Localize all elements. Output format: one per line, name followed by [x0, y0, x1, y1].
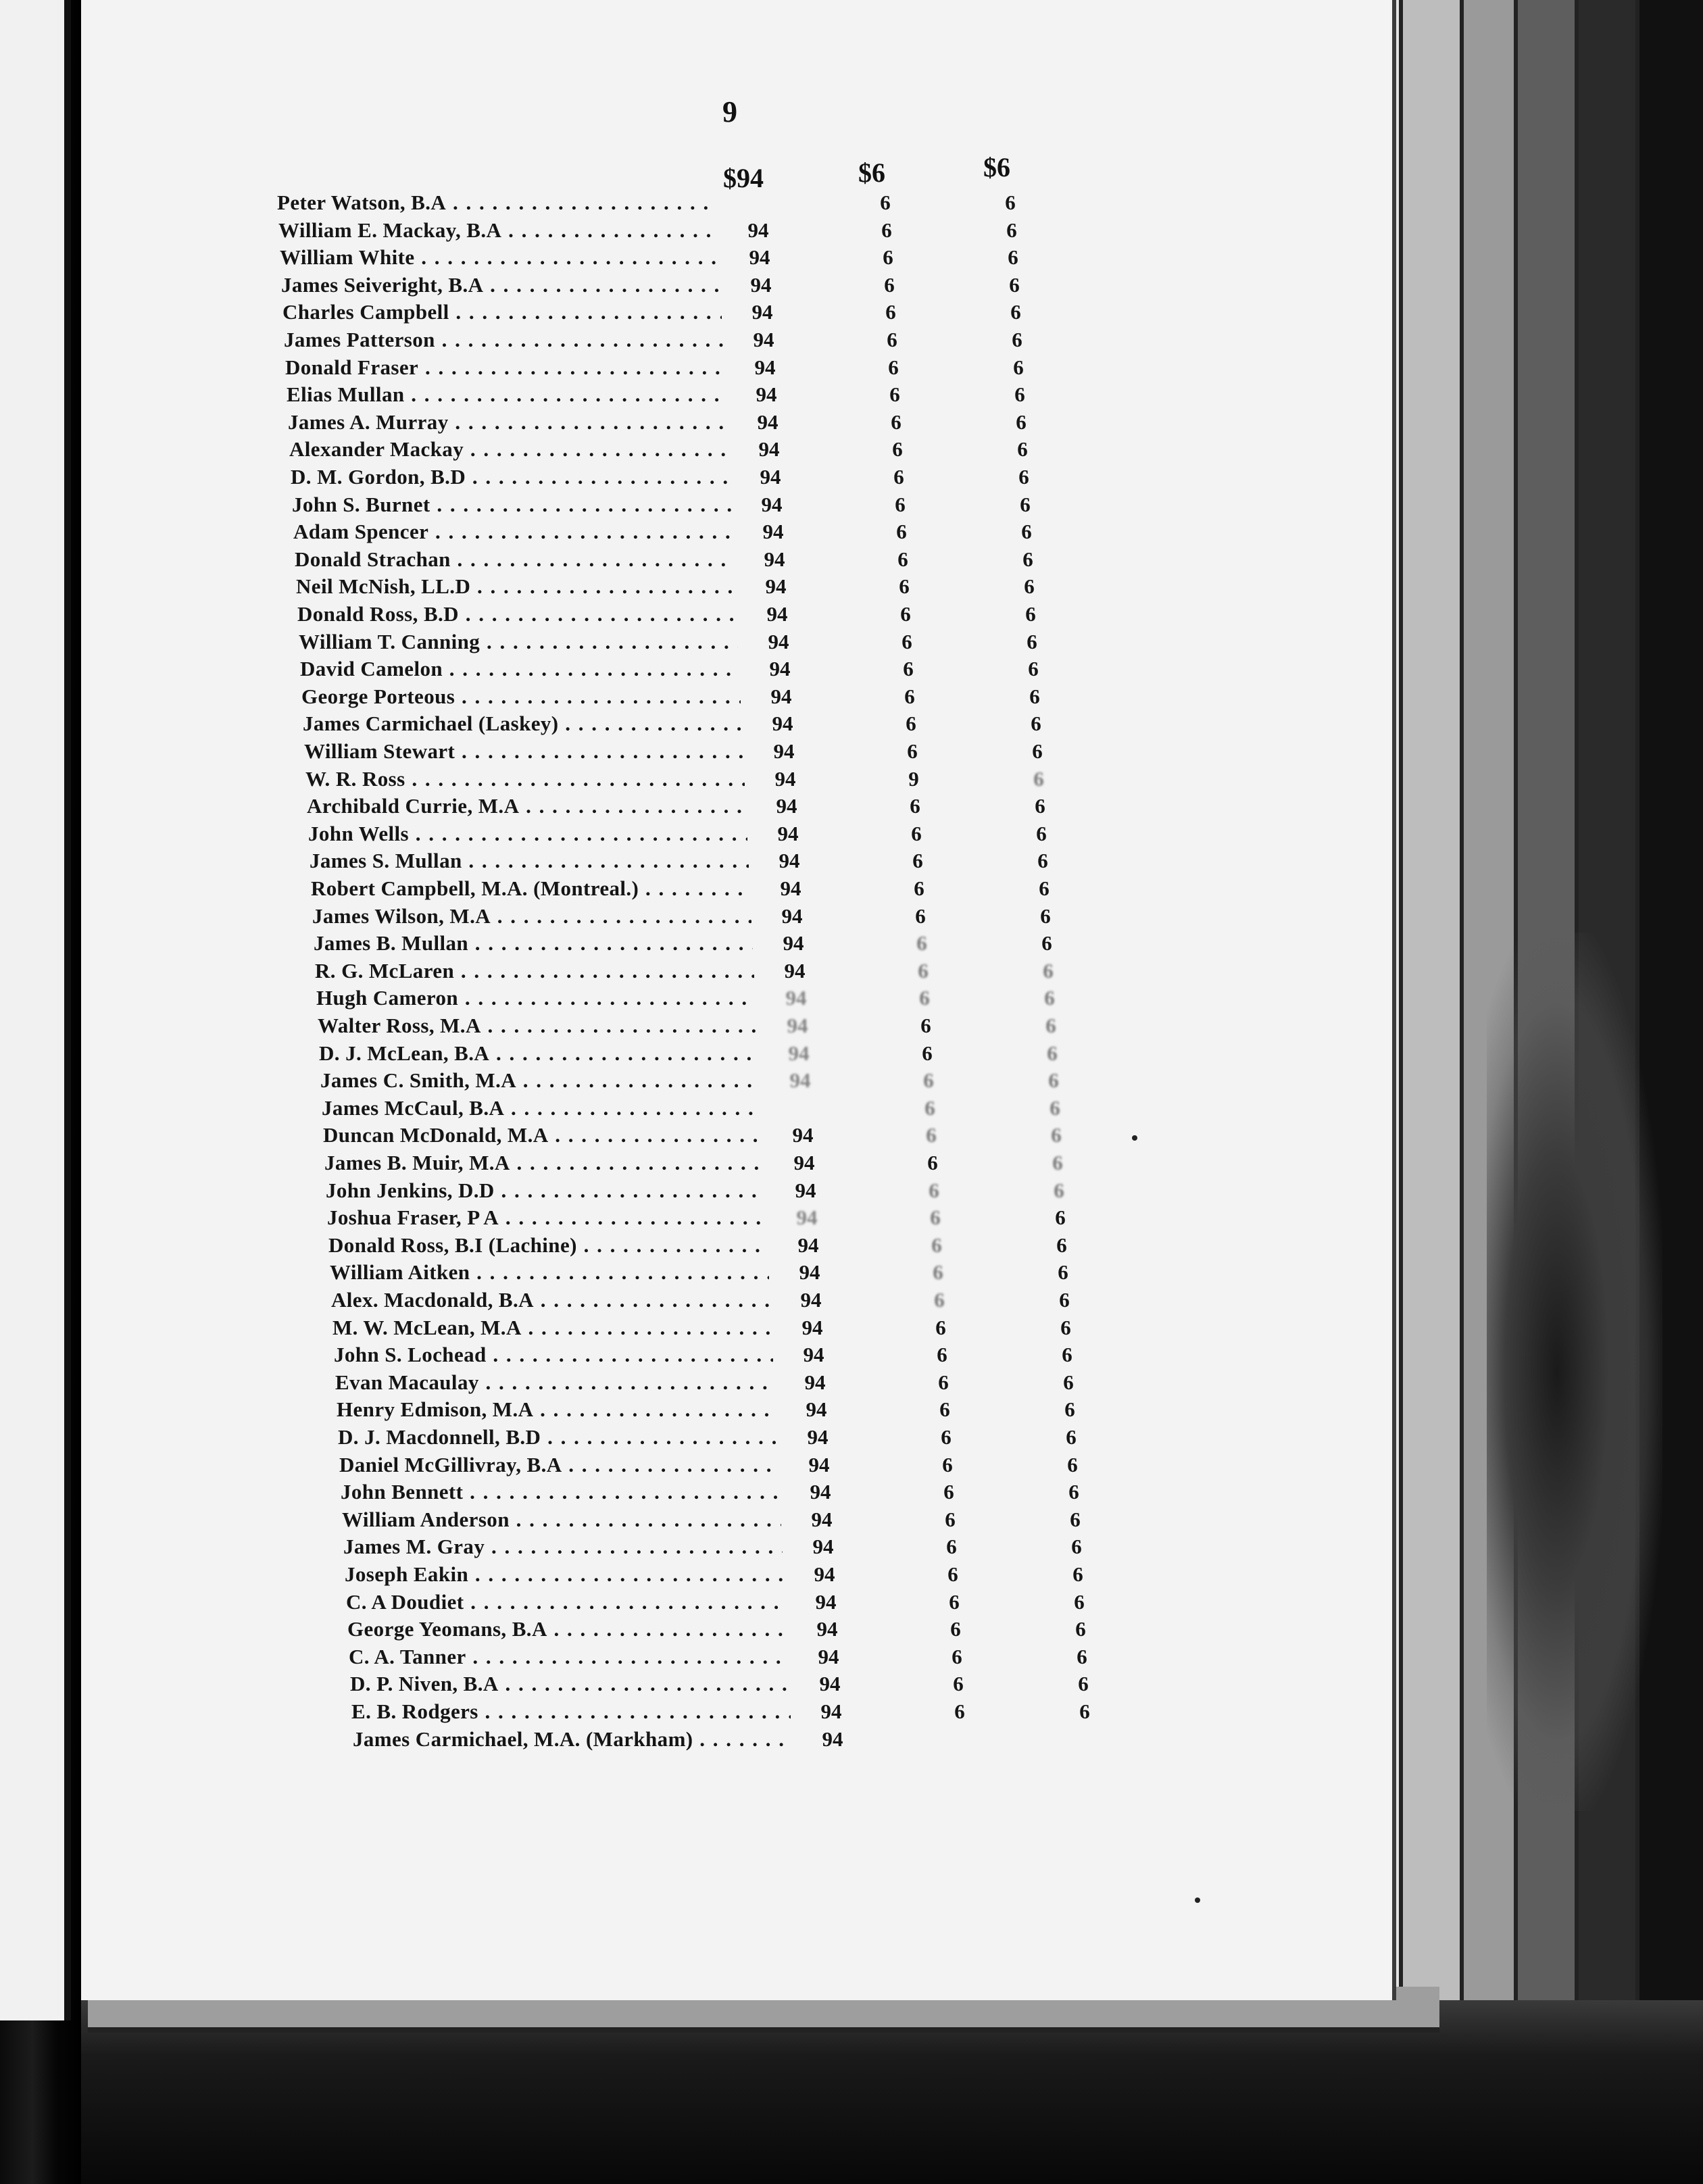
- previous-page-edge: [0, 0, 71, 2020]
- entry-amount-v1: 94: [795, 1178, 816, 1202]
- entry-name: E. B. Rodgers . . .: [351, 1698, 791, 1725]
- entry-name: Alexander Mackay . . .: [289, 436, 729, 463]
- entry-name: Donald Ross, B.D . . .: [297, 601, 737, 628]
- entry-amount-v3: 6: [1051, 1123, 1062, 1147]
- entry-name: Henry Edmison, M.A . . .: [337, 1396, 776, 1423]
- list-item: [345, 1561, 1122, 1588]
- entry-amount-v3: 6: [1052, 1151, 1063, 1174]
- list-item: [328, 1232, 1106, 1259]
- entry-amount-v1: 94: [751, 300, 773, 324]
- printed-page: [81, 0, 1396, 2000]
- entry-name: Daniel McGillivray, B.A . . .: [339, 1451, 779, 1479]
- list-item: [330, 1259, 1107, 1286]
- entry-name: James McCaul, B.A . . .: [322, 1095, 761, 1122]
- entry-amount-v1: 94: [803, 1343, 824, 1367]
- entry-amount-v2: 6: [892, 437, 903, 462]
- entry-name: D. M. Gordon, B.D . . .: [291, 464, 730, 491]
- entry-amount-v3: 6: [1072, 1562, 1083, 1586]
- entry-name: James Patterson . . .: [284, 326, 723, 353]
- entry-amount-v1: 94: [807, 1425, 829, 1449]
- list-item: [310, 847, 1087, 874]
- list-item: [332, 1314, 1110, 1341]
- entry-amount-v2: 6: [919, 986, 930, 1010]
- entry-amount-v1: 94: [808, 1452, 830, 1476]
- entry-amount-v2: 6: [935, 1315, 946, 1339]
- entry-name: William Aitken . . .: [330, 1259, 769, 1286]
- entry-amount-v2: 6: [954, 1699, 965, 1723]
- entry-amount-v2: 6: [891, 410, 902, 434]
- entry-amount-v1: 94: [758, 437, 780, 462]
- entry-name: James B. Mullan . . .: [314, 930, 753, 957]
- entry-amount-v1: 94: [799, 1260, 820, 1285]
- list-item: [307, 793, 1084, 820]
- entry-name: William Anderson . . .: [342, 1506, 781, 1533]
- entry-name: John Jenkins, D.D . . .: [326, 1177, 765, 1204]
- list-item: [282, 299, 1060, 326]
- entry-amount-v1: 94: [816, 1617, 838, 1641]
- list-item: [297, 601, 1075, 628]
- list-item: [305, 766, 1083, 793]
- entry-amount-v1: 94: [811, 1507, 833, 1531]
- list-item: [308, 820, 1085, 847]
- entry-amount-v3: 6: [1047, 1041, 1058, 1065]
- entry-amount-v3: 6: [1043, 958, 1054, 983]
- entry-name: Joshua Fraser, P A . . .: [327, 1204, 766, 1231]
- list-item: [343, 1533, 1120, 1560]
- entry-name: Hugh Cameron . . .: [316, 985, 756, 1012]
- entry-amount-v3: 6: [1040, 903, 1051, 928]
- entry-amount-v1: 94: [781, 903, 803, 928]
- entry-amount-v1: 94: [777, 821, 799, 845]
- entry-amount-v3: 6: [1054, 1178, 1064, 1202]
- entry-name: D. P. Niven, B.A . . .: [350, 1670, 789, 1697]
- entry-amount-v2: 6: [933, 1260, 943, 1285]
- entry-name: John Bennett . . .: [341, 1479, 780, 1506]
- list-item: [280, 244, 1057, 271]
- list-item: [304, 738, 1081, 765]
- list-item: [322, 1095, 1099, 1122]
- entry-amount-v2: 6: [914, 876, 924, 900]
- entry-amount-v3: 6: [1063, 1370, 1074, 1394]
- entry-amount-v1: 94: [764, 547, 785, 571]
- entry-amount-v3: 6: [1018, 465, 1029, 489]
- entry-amount-v3: 6: [1059, 1288, 1070, 1312]
- list-item: [287, 381, 1064, 408]
- entry-amount-v3: 6: [1022, 547, 1033, 571]
- list-item: [326, 1177, 1103, 1204]
- entry-amount-v3: 6: [1055, 1206, 1066, 1230]
- entry-amount-v2: 6: [896, 520, 907, 544]
- entry-name: C. A Doudiet . . .: [346, 1589, 785, 1616]
- entry-amount-v2: 6: [883, 245, 893, 270]
- entry-amount-v1: 94: [792, 1123, 814, 1147]
- page-number: 9: [722, 95, 737, 128]
- entry-amount-v3: 6: [1006, 218, 1017, 242]
- entry-name: James S. Mullan . . .: [310, 847, 749, 874]
- entry-amount-v2: 6: [934, 1288, 945, 1312]
- entry-amount-v3: 6: [1077, 1644, 1087, 1668]
- entry-amount-v1: 94: [785, 986, 807, 1010]
- list-item: [334, 1341, 1111, 1368]
- list-item: [346, 1589, 1123, 1616]
- list-item: [318, 1012, 1095, 1039]
- entry-amount-v3: 6: [1012, 328, 1022, 351]
- entry-amount-v3: 6: [1060, 1315, 1071, 1339]
- entry-amount-v3: 6: [1070, 1507, 1081, 1531]
- entry-amount-v1: 94: [770, 684, 792, 708]
- entry-amount-v3: 6: [1010, 300, 1021, 324]
- entry-amount-v3: 6: [1058, 1260, 1068, 1285]
- entry-amount-v1: 94: [769, 657, 791, 681]
- entry-amount-v3: 6: [1050, 1095, 1060, 1120]
- entry-amount-v1: 94: [749, 245, 770, 270]
- entry-name: William White . . .: [280, 244, 719, 271]
- entry-name: Archibald Currie, M.A . . .: [307, 793, 746, 820]
- entry-amount-v3: 6: [1020, 492, 1031, 516]
- entry-name: John S. Lochead . . .: [334, 1341, 773, 1368]
- entry-name: Donald Fraser . . .: [285, 354, 724, 381]
- list-item: [314, 930, 1091, 957]
- entry-amount-v3: 6: [1079, 1699, 1090, 1723]
- entry-amount-v2: 6: [895, 492, 906, 516]
- entry-amount-v1: 94: [768, 629, 789, 653]
- list-item: [300, 655, 1077, 682]
- list-item: [315, 958, 1092, 985]
- entry-amount-v2: 6: [920, 1014, 931, 1037]
- entry-amount-v2: 6: [927, 1151, 938, 1174]
- list-item: [292, 491, 1069, 518]
- entry-amount-v3: 6: [1031, 712, 1041, 736]
- entry-amount-v3: 6: [1074, 1589, 1085, 1614]
- entry-amount-v1: 94: [760, 465, 781, 489]
- entry-amount-v2: 6: [938, 1370, 949, 1394]
- entry-name: James C. Smith, M.A . . .: [320, 1067, 760, 1094]
- entry-amount-v2: 6: [887, 328, 897, 351]
- list-item: [288, 409, 1065, 436]
- entry-amount-v2: 6: [947, 1562, 958, 1586]
- entry-amount-v3: 6: [1037, 849, 1048, 873]
- entry-amount-v2: 6: [946, 1535, 957, 1559]
- entry-name: Joseph Eakin . . .: [345, 1561, 784, 1588]
- entry-amount-v3: 6: [1071, 1535, 1082, 1559]
- entry-amount-v2: 6: [916, 931, 927, 956]
- list-item: [337, 1396, 1114, 1423]
- list-item: [341, 1479, 1118, 1506]
- entry-amount-v2: 6: [915, 903, 926, 928]
- entry-amount-v1: 94: [820, 1699, 842, 1723]
- entry-amount-v1: 94: [806, 1397, 827, 1422]
- entry-amount-v3: 6: [1014, 382, 1025, 407]
- entry-amount-v3: 6: [1041, 931, 1052, 956]
- list-item: [301, 683, 1079, 710]
- entry-name: Peter Watson, B.A . . .: [277, 189, 716, 216]
- entry-name: Donald Ross, B.I (Lachine) . . .: [328, 1232, 768, 1259]
- list-item: [331, 1287, 1108, 1314]
- list-item: [350, 1670, 1127, 1697]
- list-item: [349, 1643, 1126, 1670]
- entry-amount-v2: 6: [941, 1425, 952, 1449]
- entry-amount-v3: 6: [1062, 1343, 1072, 1367]
- list-item: [293, 518, 1070, 545]
- entry-amount-v3: 6: [1017, 437, 1028, 462]
- entry-name: Alex. Macdonald, B.A . . .: [331, 1287, 770, 1314]
- entry-amount-v1: 94: [772, 712, 793, 736]
- entry-amount-v2: 6: [906, 712, 916, 736]
- entry-name: Donald Strachan . . .: [295, 546, 734, 573]
- entry-amount-v1: 94: [756, 382, 777, 407]
- entry-name: James Carmichael, M.A. (Markham) . . .: [353, 1726, 792, 1753]
- entry-amount-v3: 6: [1048, 1068, 1059, 1093]
- entry-amount-v1: 94: [761, 492, 783, 516]
- entry-amount-v3: 6: [1044, 986, 1055, 1010]
- entry-amount-v2: 6: [929, 1178, 939, 1202]
- list-item: [353, 1726, 1130, 1753]
- entry-amount-v3: 6: [1056, 1233, 1067, 1257]
- entry-amount-v2: 6: [952, 1644, 962, 1668]
- entry-amount-v2: 6: [923, 1068, 934, 1093]
- entry-amount-v1: 94: [757, 410, 779, 434]
- entry-amount-v3: 6: [1021, 520, 1032, 544]
- entry-amount-v2: 6: [885, 300, 896, 324]
- entry-amount-v1: 94: [800, 1288, 822, 1312]
- list-item: [281, 272, 1058, 299]
- entry-amount-v2: 6: [888, 355, 899, 379]
- column-header-fee-1: $6: [858, 157, 885, 188]
- entry-amount-v2: 6: [911, 821, 922, 845]
- list-item: [342, 1506, 1119, 1533]
- entry-amount-v1: 94: [789, 1068, 811, 1093]
- entry-amount-v1: 94: [753, 328, 774, 351]
- entry-amount-v3: 6: [1029, 684, 1040, 708]
- entry-amount-v2: 6: [889, 382, 900, 407]
- entry-amount-v3: 6: [1045, 1014, 1056, 1037]
- entry-name: James A. Murray . . .: [288, 409, 727, 436]
- list-item: [316, 985, 1093, 1012]
- list-item: [351, 1698, 1129, 1725]
- entry-name: Neil McNish, LL.D . . .: [296, 573, 735, 600]
- entry-amount-v1: 94: [774, 766, 796, 791]
- entry-amount-v2: 6: [902, 629, 912, 653]
- speck: [1195, 1897, 1200, 1903]
- entry-amount-v2: 6: [939, 1397, 950, 1422]
- entry-amount-v3: 6: [1067, 1452, 1078, 1476]
- entry-amount-v2: 6: [893, 465, 904, 489]
- entry-amount-v1: 94: [762, 520, 784, 544]
- entry-amount-v2: 6: [942, 1452, 953, 1476]
- entry-amount-v3: 6: [1008, 245, 1018, 270]
- entry-name: George Yeomans, B.A . . .: [347, 1616, 787, 1643]
- entry-amount-v2: 6: [900, 602, 911, 626]
- entry-amount-v3: 6: [1028, 657, 1039, 681]
- list-item: [320, 1067, 1097, 1094]
- entry-amount-v2: 6: [881, 218, 892, 242]
- speck: [1132, 1135, 1137, 1141]
- entry-amount-v2: 6: [930, 1206, 941, 1230]
- list-item: [296, 573, 1073, 600]
- entry-name: James M. Gray . . .: [343, 1533, 783, 1560]
- entry-name: James B. Muir, M.A . . .: [324, 1149, 764, 1176]
- column-header-amount: $94: [723, 163, 764, 193]
- entry-amount-v2: 6: [907, 739, 918, 763]
- entry-amount-v1: 94: [818, 1644, 839, 1668]
- list-item: [324, 1149, 1102, 1176]
- entry-amount-v2: 6: [926, 1123, 937, 1147]
- entry-amount-v2: 6: [950, 1617, 961, 1641]
- entry-name: James Seiveright, B.A . . .: [281, 272, 720, 299]
- entry-amount-v2: 6: [931, 1233, 942, 1257]
- entry-name: Duncan McDonald, M.A . . .: [323, 1122, 762, 1149]
- list-item: [347, 1616, 1125, 1643]
- entry-amount-v3: 6: [1033, 766, 1044, 791]
- entry-amount-v3: 6: [1024, 574, 1035, 599]
- entry-amount-v3: 6: [1036, 821, 1047, 845]
- entry-name: M. W. McLean, M.A . . .: [332, 1314, 772, 1341]
- entry-name: John Wells . . .: [308, 820, 747, 847]
- entry-amount-v1: 94: [804, 1370, 826, 1394]
- entry-amount-v3: 6: [1078, 1672, 1089, 1696]
- entry-amount-v1: 94: [812, 1535, 834, 1559]
- entry-amount-v1: 94: [773, 739, 795, 763]
- entry-amount-v2: 6: [924, 1095, 935, 1120]
- entry-amount-v2: 6: [953, 1672, 964, 1696]
- entry-name: Evan Macaulay . . .: [335, 1369, 774, 1396]
- entry-name: Charles Campbell . . .: [282, 299, 722, 326]
- entry-amount-v1: 94: [780, 876, 801, 900]
- list-item: [291, 464, 1068, 491]
- list-item: [327, 1204, 1104, 1231]
- entry-name: James Wilson, M.A . . .: [312, 903, 751, 930]
- list-item: [323, 1122, 1100, 1149]
- page-edge-stain: [1487, 933, 1662, 1811]
- entry-amount-v1: 94: [776, 794, 797, 818]
- entry-amount-v3: 6: [1039, 876, 1050, 900]
- entry-amount-v2: 6: [880, 191, 891, 214]
- entry-amount-v3: 6: [1005, 191, 1016, 214]
- list-item: [278, 217, 1056, 244]
- entry-amount-v2: 6: [949, 1589, 960, 1614]
- entry-amount-v1: 94: [815, 1589, 837, 1614]
- entry-amount-v1: 94: [750, 272, 772, 297]
- list-item: [312, 903, 1089, 930]
- entry-amount-v2: 6: [945, 1507, 956, 1531]
- entry-amount-v2: 6: [903, 657, 914, 681]
- entry-amount-v3: 6: [1035, 794, 1045, 818]
- list-item: [335, 1369, 1112, 1396]
- entry-amount-v1: 94: [783, 931, 804, 956]
- entry-name: D. J. McLean, B.A . . .: [319, 1040, 758, 1067]
- entry-amount-v1: 94: [787, 1014, 808, 1037]
- list-item: [277, 189, 1054, 216]
- entry-amount-v2: 6: [910, 794, 920, 818]
- list-item: [303, 710, 1080, 737]
- entry-name: William Stewart . . .: [304, 738, 743, 765]
- entry-name: James Carmichael (Laskey) . . .: [303, 710, 742, 737]
- list-item: [338, 1424, 1115, 1451]
- entry-amount-v1: 94: [797, 1233, 819, 1257]
- entry-name: Robert Campbell, M.A. (Montreal.) . . .: [311, 875, 750, 902]
- entry-amount-v3: 6: [1013, 355, 1024, 379]
- list-item: [299, 628, 1076, 655]
- entry-amount-v1: 94: [766, 602, 788, 626]
- entry-amount-v1: 94: [765, 574, 787, 599]
- entry-amount-v3: 6: [1032, 739, 1043, 763]
- entry-amount-v3: 6: [1064, 1397, 1075, 1422]
- subscriber-list: [81, 0, 1392, 2000]
- list-item: [311, 875, 1088, 902]
- list-item: [289, 436, 1066, 463]
- list-item: [284, 326, 1061, 353]
- entry-name: Adam Spencer . . .: [293, 518, 733, 545]
- entry-name: George Porteous . . .: [301, 683, 741, 710]
- entry-amount-v1: 94: [819, 1672, 841, 1696]
- list-item: [295, 546, 1072, 573]
- entry-amount-v1: 94: [801, 1315, 823, 1339]
- entry-name: David Camelon . . .: [300, 655, 739, 682]
- entry-name: D. J. Macdonnell, B.D . . .: [338, 1424, 777, 1451]
- entry-name: R. G. McLaren . . .: [315, 958, 754, 985]
- entry-amount-v3: 6: [1027, 629, 1037, 653]
- entry-name: William E. Mackay, B.A . . .: [278, 217, 718, 244]
- entry-amount-v3: 6: [1066, 1425, 1077, 1449]
- list-item: [285, 354, 1062, 381]
- entry-name: Elias Mullan . . .: [287, 381, 726, 408]
- list-item: [319, 1040, 1096, 1067]
- entry-name: John S. Burnet . . .: [292, 491, 731, 518]
- entry-amount-v1: 94: [814, 1562, 835, 1586]
- entry-amount-v1: 94: [793, 1151, 815, 1174]
- entry-amount-v2: 9: [908, 766, 919, 791]
- entry-amount-v2: 6: [922, 1041, 933, 1065]
- entry-amount-v3: 6: [1016, 410, 1027, 434]
- entry-amount-v2: 6: [918, 958, 929, 983]
- entry-amount-v2: 6: [937, 1343, 947, 1367]
- entry-name: William T. Canning . . .: [299, 628, 738, 655]
- entry-name: Walter Ross, M.A . . .: [318, 1012, 757, 1039]
- entry-amount-v3: 6: [1025, 602, 1036, 626]
- entry-name: C. A. Tanner . . .: [349, 1643, 788, 1670]
- entry-amount-v1: 94: [796, 1206, 818, 1230]
- entry-amount-v2: 6: [943, 1480, 954, 1504]
- entry-amount-v2: 6: [897, 547, 908, 571]
- entry-name: W. R. Ross . . .: [305, 766, 745, 793]
- entry-amount-v1: 94: [822, 1727, 843, 1751]
- entry-amount-v2: 6: [904, 684, 915, 708]
- entry-amount-v3: 6: [1009, 272, 1020, 297]
- entry-amount-v1: 94: [788, 1041, 810, 1065]
- entry-amount-v2: 6: [912, 849, 923, 873]
- entry-amount-v1: 94: [779, 849, 800, 873]
- entry-amount-v2: 6: [899, 574, 910, 599]
- entry-amount-v1: 94: [754, 355, 776, 379]
- list-item: [339, 1451, 1116, 1479]
- entry-amount-v1: 94: [810, 1480, 831, 1504]
- entry-amount-v3: 6: [1075, 1617, 1086, 1641]
- entry-amount-v2: 6: [884, 272, 895, 297]
- entry-amount-v1: 94: [784, 958, 806, 983]
- entry-amount-v3: 6: [1068, 1480, 1079, 1504]
- entry-amount-v1: 94: [747, 218, 769, 242]
- column-header-fee-2: $6: [983, 152, 1010, 182]
